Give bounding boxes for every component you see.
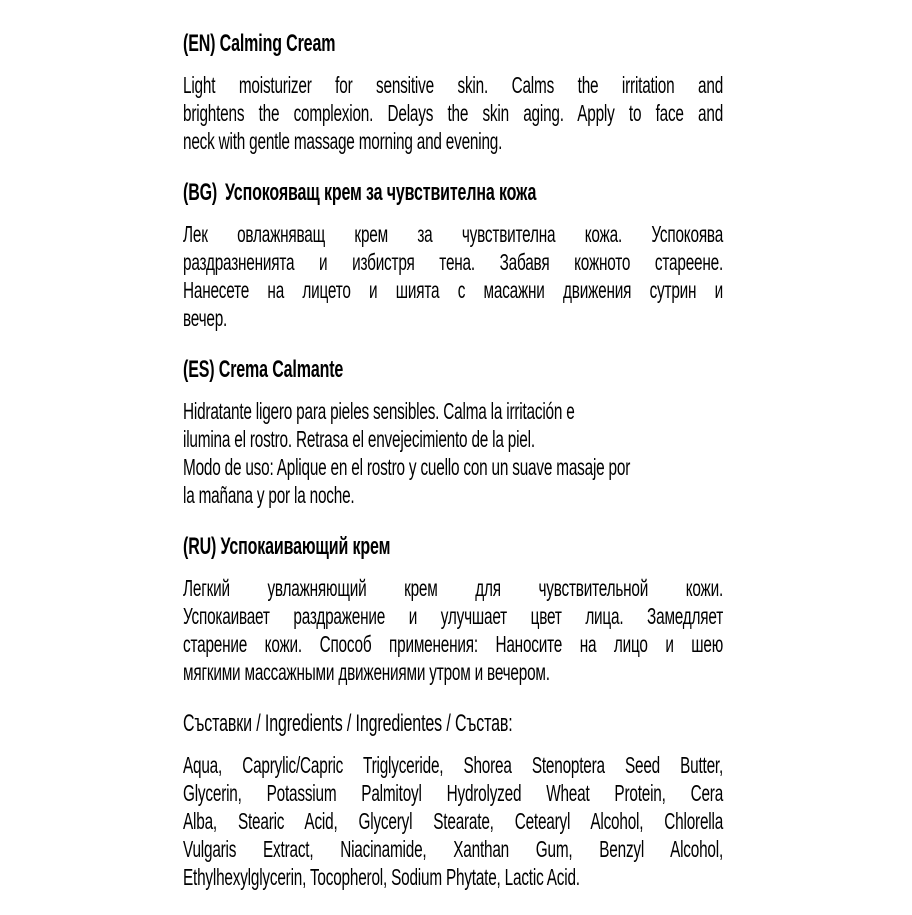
text-line: Легкий увлажняющий крем для чувствительной кожи.: [183, 575, 724, 601]
section-heading-bg: (BG) Успокояващ крем за чувствителна кожа: [183, 179, 537, 206]
paragraph-bg: [183, 220, 723, 332]
section-en: [183, 30, 723, 155]
paragraph-en: [183, 71, 723, 155]
text-line: вечер.: [183, 305, 228, 331]
section-heading-es: (ES) Crema Calmante: [183, 356, 344, 383]
text-line: Light moisturizer for sensitive skin. Calms the irritation and: [183, 72, 724, 98]
section-es: [183, 356, 723, 509]
text-line: Лек овлажняващ крем за чувствителна кожа. Успокоява: [183, 221, 724, 247]
label-content-column: [183, 30, 723, 915]
paragraph-ingredients: [183, 751, 723, 891]
text-line: Нанесете на лицето и шията с масажни движения сутрин и: [183, 277, 724, 303]
text-line: Glycerin, Potassium Palmitoyl Hydrolyzed Wheat Protein, Cera: [183, 780, 724, 806]
text-line: Vulgaris Extract, Niacinamide, Xanthan Gum, Benzyl Alcohol,: [183, 836, 724, 862]
section-ingredients: [183, 710, 723, 891]
text-line: Aqua, Caprylic/Capric Triglyceride, Shorea Stenoptera Seed Butter,: [183, 752, 724, 778]
section-heading-ingredients: Съставки / Ingredients / Ingredientes / Състав:: [183, 710, 513, 737]
section-heading-en: (EN) Calming Cream: [183, 30, 336, 57]
section-heading-ru: (RU) Успокаивающий крем: [183, 533, 391, 560]
text-line: Hidratante ligero para pieles sensibles. Calma la irritación e: [183, 398, 575, 424]
text-line: старение кожи. Способ применения: Наносите на лицо и шею: [183, 631, 724, 657]
text-line: раздразненията и избистря тена. Забавя кожното стареене.: [183, 249, 724, 275]
text-line: Успокаивает раздражение и улучшает цвет лица. Замедляет: [183, 603, 724, 629]
text-line: Modo de uso: Aplique en el rostro y cuello con un suave masaje por: [183, 454, 631, 480]
text-line: мягкими массажными движениями утром и вечером.: [183, 659, 550, 685]
section-ru: [183, 533, 723, 686]
text-line: neck with gentle massage morning and evening.: [183, 128, 503, 154]
paragraph-es: [183, 397, 723, 509]
paragraph-ru: [183, 574, 723, 686]
section-bg: [183, 179, 723, 332]
text-line: brightens the complexion. Delays the skin aging. Apply to face and: [183, 100, 724, 126]
text-line: Alba, Stearic Acid, Glyceryl Stearate, Cetearyl Alcohol, Chlorella: [183, 808, 724, 834]
text-line: Ethylhexylglycerin, Tocopherol, Sodium Phytate, Lactic Acid.: [183, 864, 580, 890]
text-line: ilumina el rostro. Retrasa el envejecimiento de la piel.: [183, 426, 535, 452]
text-line: la mañana y por la noche.: [183, 482, 355, 508]
